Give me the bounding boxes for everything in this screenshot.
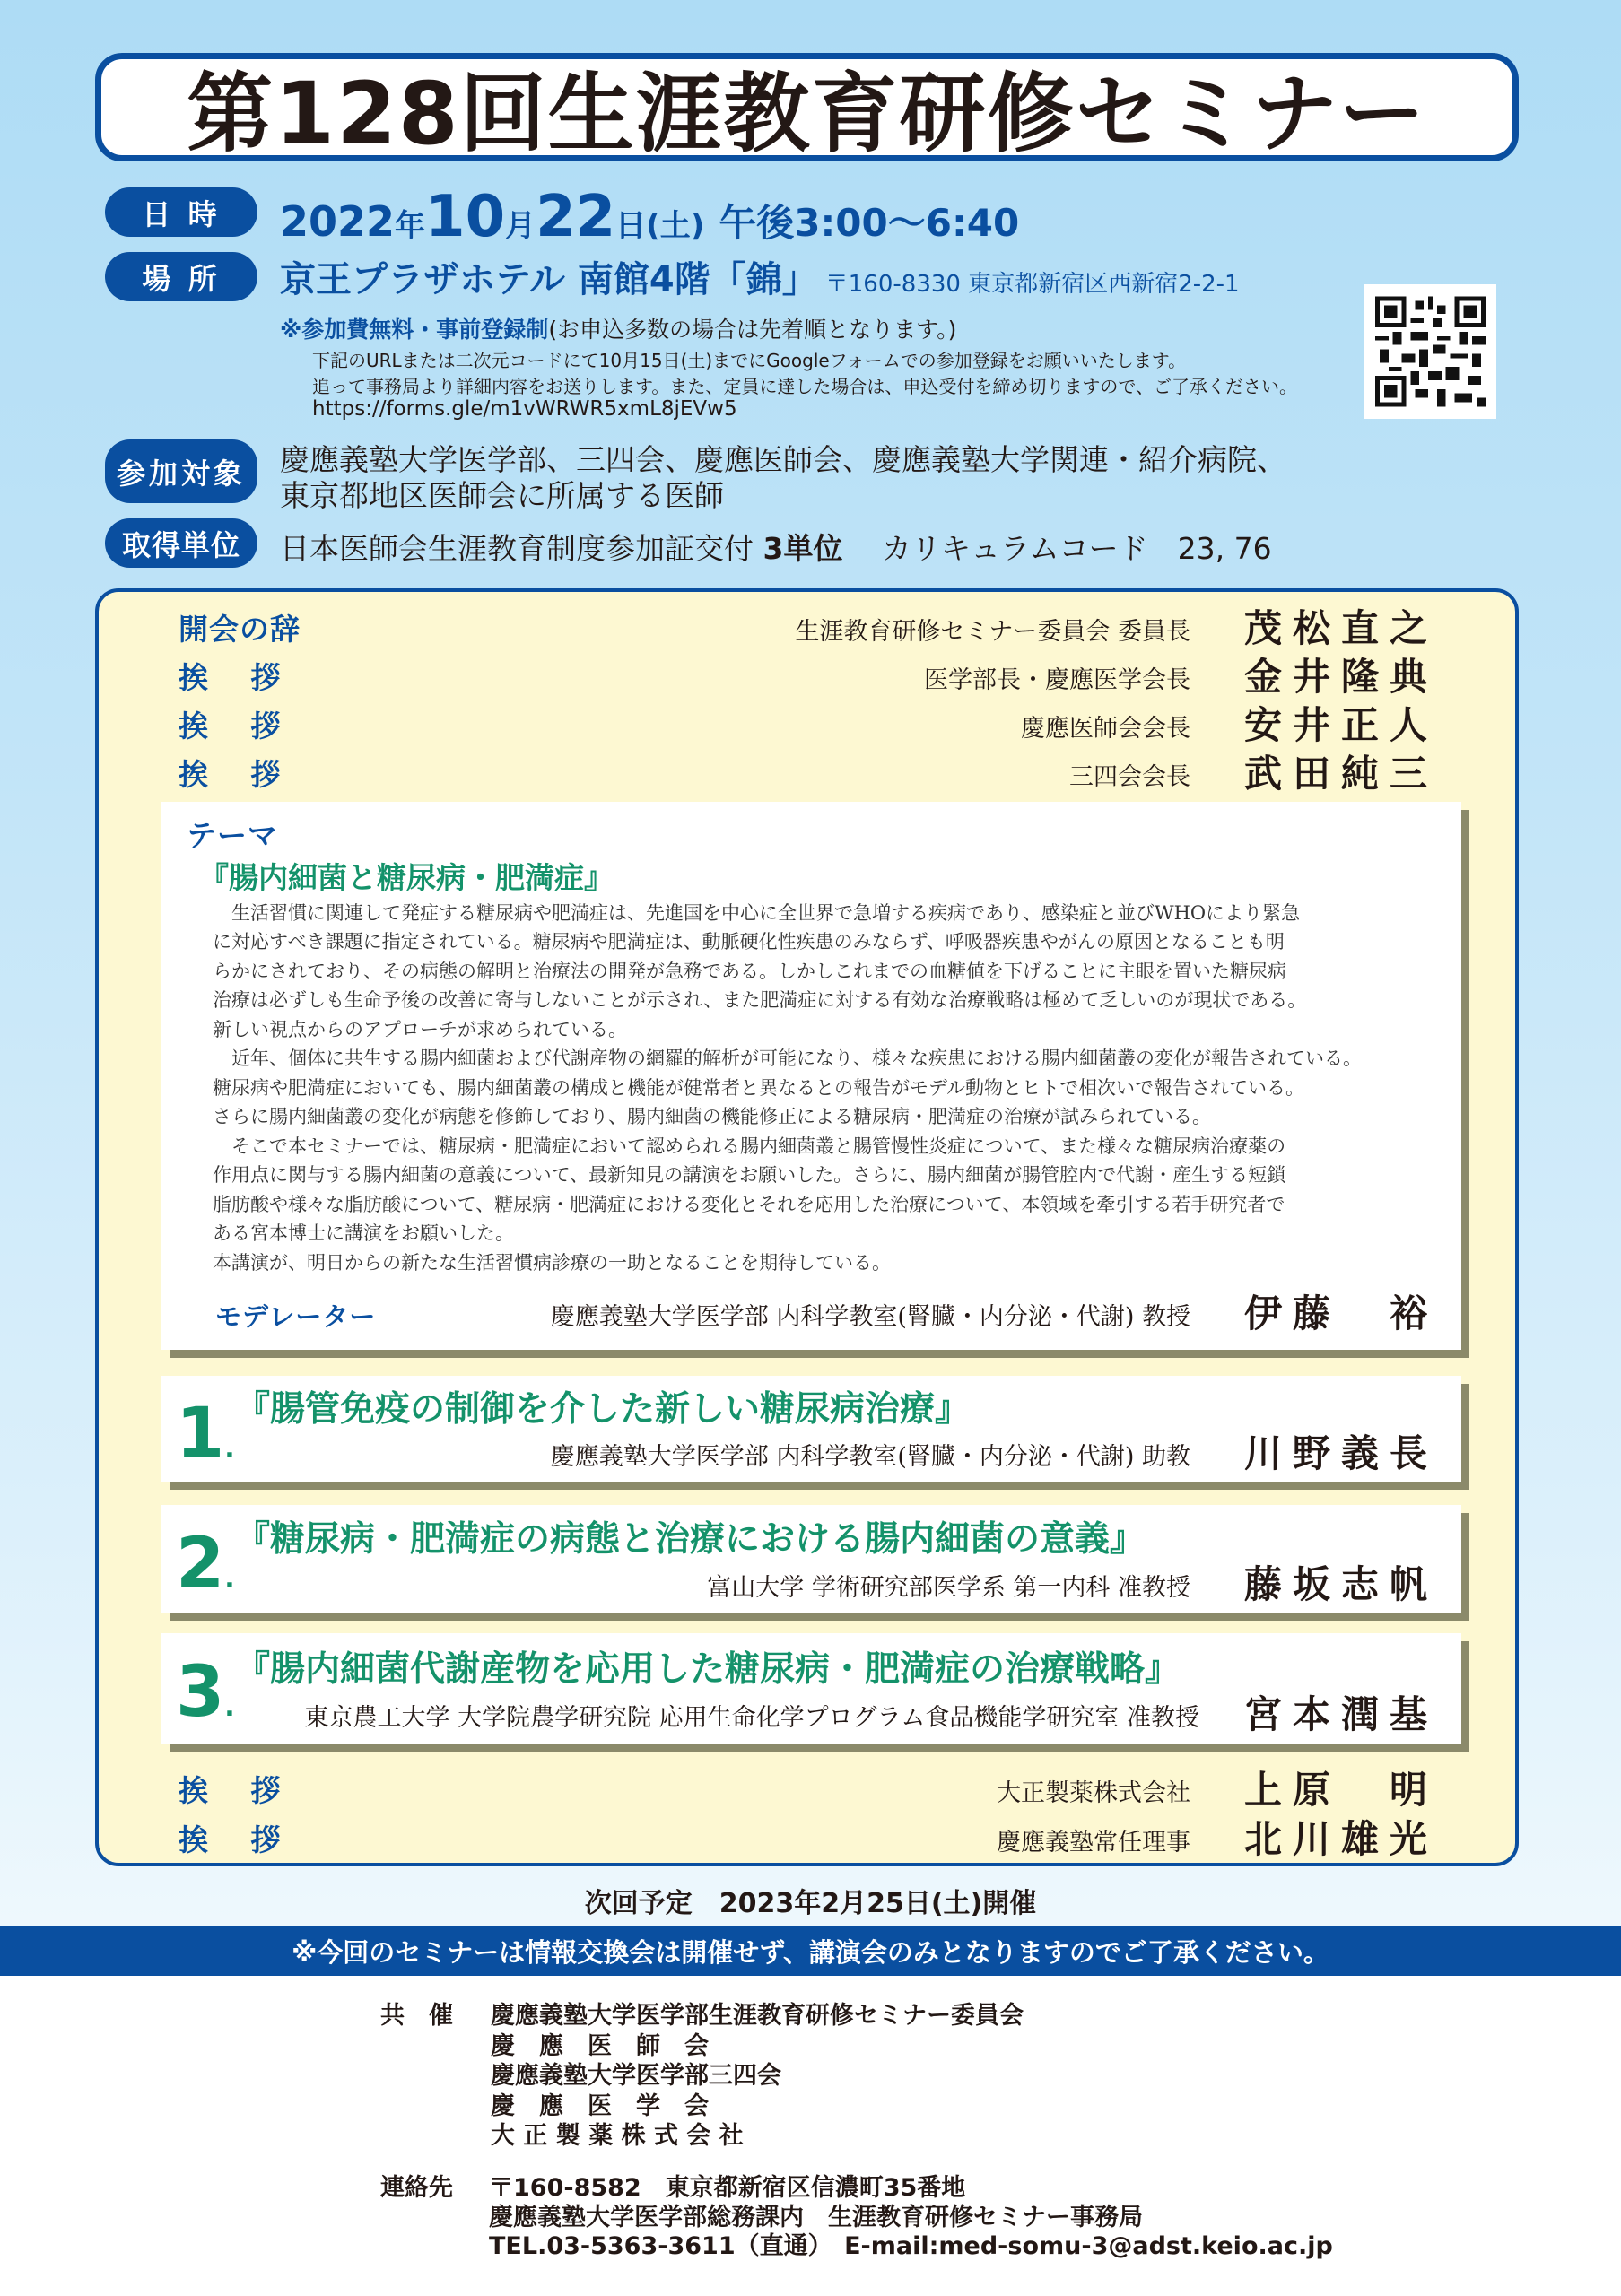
credit-label: 取得単位 <box>105 518 257 568</box>
cohost-item: 慶應義塾大学医学部三四会 <box>491 2062 781 2090</box>
lecture-title: 『腸管免疫の制御を介した新しい糖尿病治療』 <box>235 1389 971 1430</box>
contact-address: 〒160-8582 東京都新宿区信濃町35番地 <box>489 2174 966 2202</box>
theme-text-line: 生活習慣に関連して発症する糖尿病や肥満症は、先進国を中心に全世界で急増する疾病であり、感染症と並びWHOにより緊急 <box>213 902 1301 924</box>
qr-code[interactable] <box>1364 284 1496 419</box>
qr-code-icon <box>1375 295 1486 408</box>
target-text: 東京都地区医師会に所属する医師 <box>280 478 724 513</box>
theme-text-line: 新しい視点からのアプローチが求められている。 <box>213 1019 627 1040</box>
cohost-item: 慶應義塾大学医学部生涯教育研修セミナー委員会 <box>491 2002 1024 2030</box>
moderator-label: モデレーター <box>215 1301 377 1332</box>
speaker-role: 大正製薬株式会社 <box>997 1779 1190 1807</box>
speaker-name: 金井隆典 <box>1243 655 1438 699</box>
theme-text-line: に対応すべき課題に指定されている。糖尿病や肥満症は、動脈硬化性疾患のみならず、呼吸器疾患やがんの原因となることも明 <box>213 931 1285 952</box>
contact-label: 連絡先 <box>380 2174 453 2202</box>
next-event: 次回予定 2023年2月25日(土)開催 <box>584 1888 1037 1919</box>
lecture-title: 『糖尿病・肥満症の病態と治療における腸内細菌の意義』 <box>235 1519 1146 1560</box>
target-text: 慶應義塾大学医学部、三四会、慶應医師会、慶應義塾大学関連・紹介病院、 <box>280 442 1286 477</box>
theme-text-line: 脂肪酸や様々な脂肪酸について、糖尿病・肥満症における変化とそれを応用した治療について、本領域を牽引する若手研究者で <box>213 1194 1285 1215</box>
lecturer-role: 富山大学 学術研究部医学系 第一内科 准教授 <box>707 1574 1190 1602</box>
registration-line: 追って事務局より詳細内容をお送りします。また、定員に達した場合は、申込受付を締め切りますので、ご了承ください。 <box>312 376 1297 397</box>
cohost-item: 慶 應 医 師 会 <box>491 2032 709 2060</box>
notice-band <box>0 1926 1621 1976</box>
opening-label: 開会の辞 <box>179 612 301 647</box>
target-label: 参加対象 <box>105 439 257 503</box>
lecture-number: 1. <box>176 1394 235 1474</box>
greeting-label: 挨 拶 <box>179 1822 282 1857</box>
moderator-role: 慶應義塾大学医学部 内科学教室(腎臓・内分泌・代謝) 教授 <box>550 1303 1190 1331</box>
lecturer-name: 宮本潤基 <box>1243 1692 1438 1736</box>
moderator-name: 伊藤 裕 <box>1243 1292 1438 1335</box>
theme-title: 『腸内細菌と糖尿病・肥満症』 <box>199 860 614 895</box>
theme-text-line: 治療は必ずしも生命予後の改善に寄与しないことが示され、また肥満症に対する有効な治療戦略は極めて乏しいのが現状である。 <box>213 989 1307 1011</box>
lecturer-name: 川野義長 <box>1243 1431 1438 1475</box>
cohost-label: 共 催 <box>380 2002 453 2030</box>
title-box <box>95 53 1519 164</box>
page-title: 第128回生涯教育研修セミナー <box>187 64 1427 164</box>
theme-text-line: 本講演が、明日からの新たな生活習慣病診療の一助となることを期待している。 <box>213 1252 891 1274</box>
lecture-number: 3. <box>176 1652 235 1733</box>
speaker-name: 武田純三 <box>1243 752 1438 796</box>
theme-text-line: そこで本セミナーでは、糖尿病・肥満症において認められる腸内細菌叢と腸管慢性炎症について、また様々な糖尿病治療薬の <box>213 1135 1286 1157</box>
lecturer-name: 藤坂志帆 <box>1243 1562 1438 1606</box>
venue: 京王プラザホテル 南館4階「錦」 〒160-8330 東京都新宿区西新宿2-2-1 <box>280 259 1240 300</box>
speaker-name: 茂松直之 <box>1243 606 1438 650</box>
event-date: 2022年10月22日(土) 午後3:00〜6:40 <box>280 184 1020 250</box>
registration-note: ※参加費無料・事前登録制(お申込多数の場合は先着順となります。) <box>280 317 957 343</box>
greeting-label: 挨 拶 <box>179 1773 282 1808</box>
contact-tel-email[interactable]: TEL.03-5363-3611（直通） E-mail:med-somu-3@adst.keio.ac.jp <box>489 2232 1333 2260</box>
speaker-name: 北川雄光 <box>1243 1817 1438 1861</box>
lecturer-role: 慶應義塾大学医学部 内科学教室(腎臓・内分泌・代謝) 助教 <box>550 1443 1190 1471</box>
theme-text-line: らかにされており、その病態の解明と治療法の開発が急務である。しかしこれまでの血糖値を下げることに主眼を置いた糖尿病 <box>213 961 1286 982</box>
speaker-role: 慶應義塾常任理事 <box>997 1829 1190 1857</box>
venue-label: 場 所 <box>105 252 257 301</box>
notice-text: ※今回のセミナーは情報交換会は開催せず、講演会のみとなりますのでご了承ください。 <box>292 1937 1329 1968</box>
speaker-name: 上原 明 <box>1243 1768 1438 1812</box>
theme-text-line: 糖尿病や肥満症においても、腸内細菌叢の構成と機能が健常者と異なるとの報告がモデル動物とヒトで相次いで報告されている。 <box>213 1077 1304 1099</box>
theme-text-line: さらに腸内細菌叢の変化が病態を修飾しており、腸内細菌の機能修正による糖尿病・肥満症の治療が試みられている。 <box>213 1106 1211 1127</box>
speaker-role: 三四会会長 <box>1069 763 1190 791</box>
registration-line: 下記のURLまたは二次元コードにて10月15日(土)までにGoogleフォームでの参加登録をお願いいたします。 <box>312 350 1187 371</box>
lecturer-role: 東京農工大学 大学院農学研究院 応用生命化学プログラム食品機能学研究室 准教授 <box>304 1704 1199 1732</box>
cohost-item: 慶 應 医 学 会 <box>491 2092 709 2120</box>
greeting-label: 挨 拶 <box>179 757 282 792</box>
contact-office: 慶應義塾大学医学部総務課内 生涯教育研修セミナー事務局 <box>489 2204 1143 2231</box>
credit-text: 日本医師会生涯教育制度参加証交付 3単位 カリキュラムコード 23, 76 <box>280 531 1272 566</box>
speaker-role: 医学部長・慶應医学会長 <box>924 666 1190 694</box>
cohost-item: 大 正 製 薬 株 式 会 社 <box>491 2122 744 2150</box>
theme-text-line: 作用点に関与する腸内細菌の意義について、最新知見の講演をお願いした。さらに、腸内細菌が腸管腔内で代謝・産生する短鎖 <box>213 1164 1286 1186</box>
registration-url[interactable]: https://forms.gle/m1vWRWR5xmL8jEVw5 <box>312 397 737 421</box>
lecture-number: 2. <box>176 1524 235 1605</box>
lecture-title: 『腸内細菌代謝産物を応用した糖尿病・肥満症の治療戦略』 <box>235 1649 1181 1690</box>
theme-label: テーマ <box>187 818 278 853</box>
date-label: 日 時 <box>105 187 257 237</box>
theme-text-line: ある宮本博士に講演をお願いした。 <box>213 1222 514 1244</box>
theme-text-line: 近年、個体に共生する腸内細菌および代謝産物の網羅的解析が可能になり、様々な疾患における腸内細菌叢の変化が報告されている。 <box>213 1048 1362 1069</box>
speaker-name: 安井正人 <box>1243 703 1438 747</box>
greeting-label: 挨 拶 <box>179 709 282 744</box>
greeting-label: 挨 拶 <box>179 660 282 695</box>
speaker-role: 生涯教育研修セミナー委員会 委員長 <box>795 618 1190 646</box>
speaker-role: 慶應医師会会長 <box>1021 715 1190 743</box>
